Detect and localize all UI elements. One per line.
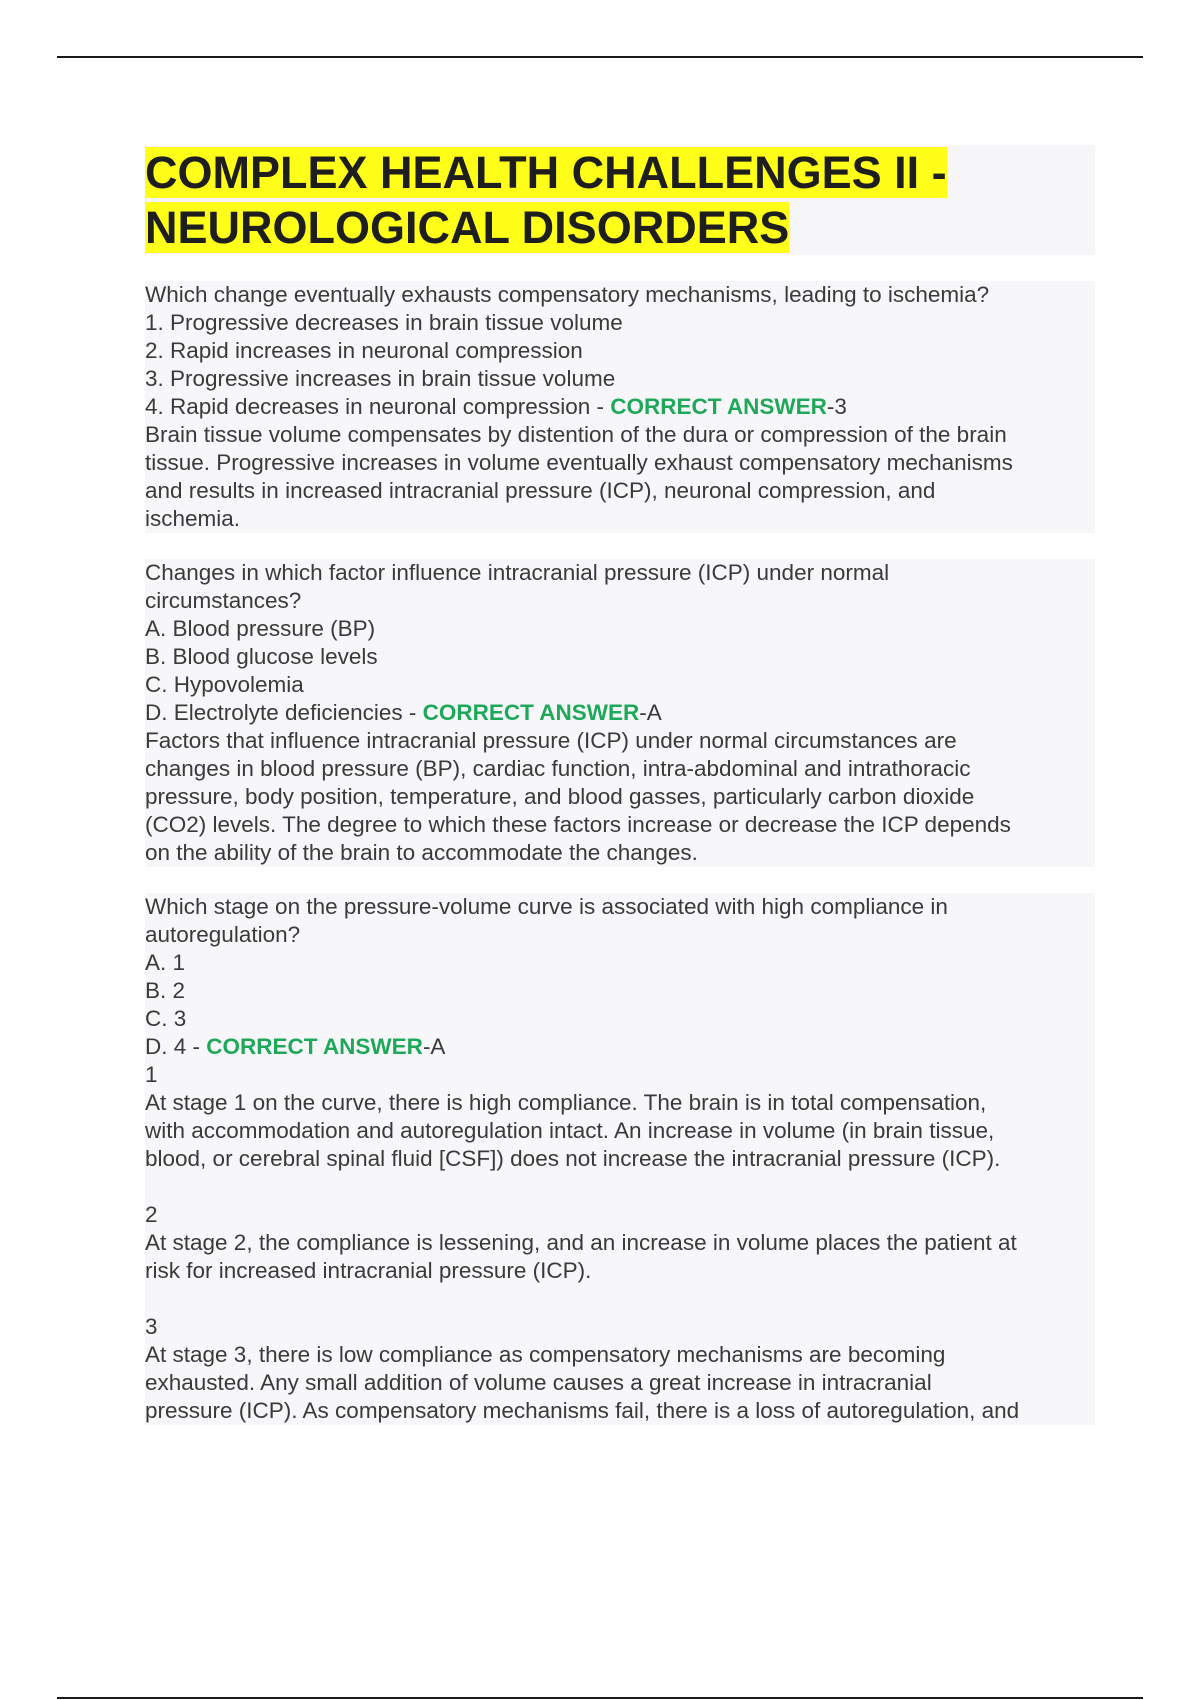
question-block-2 — [145, 559, 1095, 867]
title-block — [145, 145, 1095, 255]
option-2: 2. Rapid increases in neuronal compression — [145, 338, 583, 363]
rationale-line: and results in increased intracranial pressure (ICP), neuronal compression, and — [145, 478, 936, 503]
rationale-line: pressure, body position, temperature, and blood gasses, particularly carbon dioxide — [145, 784, 975, 809]
question-text: autoregulation? — [145, 922, 301, 947]
option-1: 1. Progressive decreases in brain tissue volume — [145, 310, 623, 335]
stage-text-line: exhausted. Any small addition of volume causes a great increase in intracranial — [145, 1370, 932, 1395]
option-b: B. Blood glucose levels — [145, 644, 378, 669]
rationale-line: Brain tissue volume compensates by distention of the dura or compression of the brain — [145, 422, 1007, 447]
question-block-3 — [145, 893, 1095, 1425]
option-d: D. Electrolyte deficiencies - — [145, 700, 423, 725]
stage-text-line: pressure (ICP). As compensatory mechanisms fail, there is a loss of autoregulation, and — [145, 1398, 1020, 1423]
question-text: Changes in which factor influence intracranial pressure (ICP) under normal — [145, 560, 890, 585]
option-4: 4. Rapid decreases in neuronal compression - — [145, 394, 611, 419]
option-b: B. 2 — [145, 978, 186, 1003]
stage-text-line: with accommodation and autoregulation intact. An increase in volume (in brain tissue, — [145, 1118, 995, 1143]
option-a: A. 1 — [145, 950, 186, 975]
rationale-line: on the ability of the brain to accommodate the changes. — [145, 840, 698, 865]
stage-text-line: risk for increased intracranial pressure (ICP). — [145, 1258, 592, 1283]
title-line-1: COMPLEX HEALTH CHALLENGES II - — [145, 147, 947, 198]
option-d-with-answer — [145, 699, 1095, 727]
answer-value: -A — [639, 700, 662, 725]
option-4-with-answer — [145, 393, 1095, 421]
document-title — [145, 145, 1095, 255]
option-3: 3. Progressive increases in brain tissue volume — [145, 366, 616, 391]
stage-label: 2 — [145, 1202, 158, 1227]
rationale-line: changes in blood pressure (BP), cardiac function, intra-abdominal and intrathoracic — [145, 756, 971, 781]
option-d-with-answer — [145, 1033, 1095, 1061]
stage-label: 1 — [145, 1062, 158, 1087]
title-line-2: NEUROLOGICAL DISORDERS — [145, 202, 790, 253]
question-text: Which change eventually exhausts compensatory mechanisms, leading to ischemia? — [145, 282, 990, 307]
stage-text-line: At stage 3, there is low compliance as compensatory mechanisms are becoming — [145, 1342, 946, 1367]
stage-text-line: At stage 1 on the curve, there is high compliance. The brain is in total compensation, — [145, 1090, 987, 1115]
answer-value: -3 — [826, 394, 847, 419]
correct-answer-label: CORRECT ANSWER — [206, 1034, 423, 1059]
question-text: Which stage on the pressure-volume curve is associated with high compliance in — [145, 894, 948, 919]
document-body — [145, 145, 1095, 1451]
paragraph-gap — [145, 1285, 1095, 1313]
rationale-line: Factors that influence intracranial pressure (ICP) under normal circumstances are — [145, 728, 957, 753]
stage-text-line: At stage 2, the compliance is lessening, and an increase in volume places the patient at — [145, 1230, 1017, 1255]
rationale-line: (CO2) levels. The degree to which these factors increase or decrease the ICP depends — [145, 812, 1011, 837]
rationale-line: tissue. Progressive increases in volume eventually exhaust compensatory mechanisms — [145, 450, 1013, 475]
question-block-1 — [145, 281, 1095, 533]
option-c: C. 3 — [145, 1006, 187, 1031]
paragraph-gap — [145, 1173, 1095, 1201]
bottom-rule — [57, 1697, 1143, 1699]
stage-label: 3 — [145, 1314, 158, 1339]
stage-text-line: blood, or cerebral spinal fluid [CSF]) does not increase the intracranial pressure (ICP). — [145, 1146, 1001, 1171]
question-text: circumstances? — [145, 588, 302, 613]
option-c: C. Hypovolemia — [145, 672, 304, 697]
correct-answer-label: CORRECT ANSWER — [610, 394, 827, 419]
rationale-line: ischemia. — [145, 506, 241, 531]
correct-answer-label: CORRECT ANSWER — [422, 700, 640, 725]
option-a: A. Blood pressure (BP) — [145, 616, 376, 641]
top-rule — [57, 56, 1143, 58]
option-d: D. 4 - — [145, 1034, 207, 1059]
answer-value: -A — [422, 1034, 446, 1059]
